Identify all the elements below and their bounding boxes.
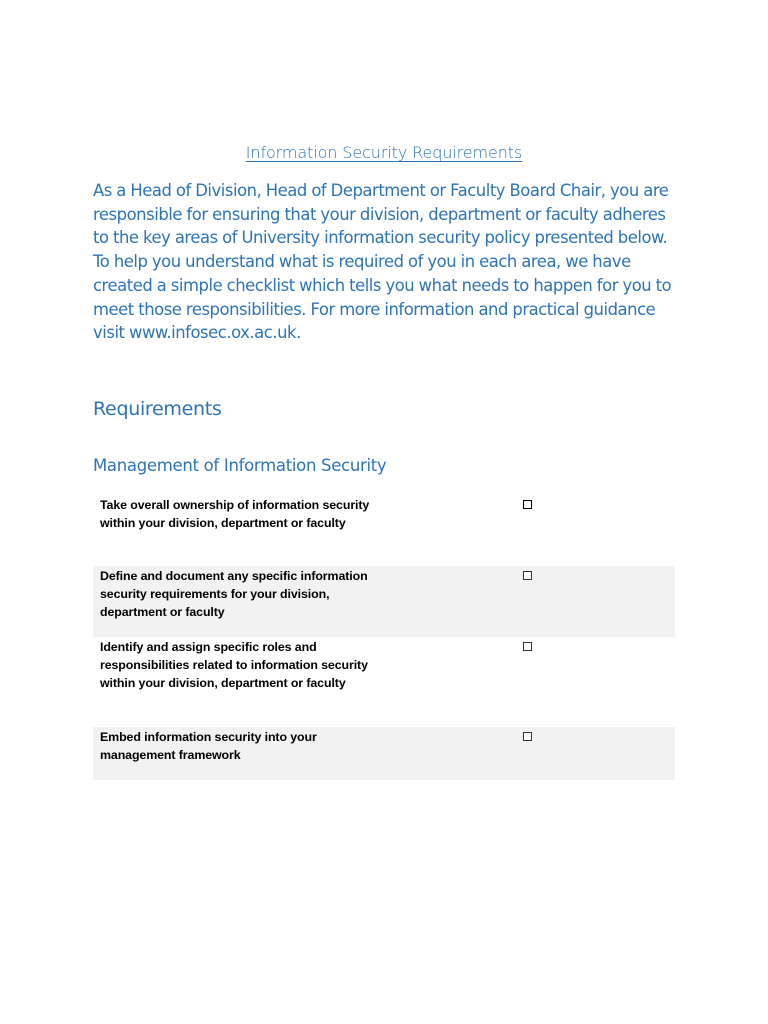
section-heading: Requirements (93, 398, 222, 420)
document-title: Information Security Requirements (245, 143, 523, 162)
checklist-item-text: Identify and assign specific roles and responsibilities related to information security within your division, department or faculty (100, 640, 368, 690)
checkbox-icon[interactable] (523, 571, 532, 580)
checklist-item-text: Take overall ownership of information security within your division, department or faculty (100, 498, 370, 530)
checkbox-icon[interactable] (523, 732, 532, 741)
checkbox-icon[interactable] (523, 500, 532, 509)
requirements-checklist (93, 495, 675, 780)
checklist-item-text: Define and document any specific information security requirements for your division, department or faculty (100, 569, 368, 619)
checklist-row (93, 495, 675, 566)
checklist-item-text: Embed information security into your management framework (100, 730, 317, 762)
checklist-row (93, 637, 675, 727)
checklist-row (93, 727, 675, 780)
intro-paragraph: As a Head of Division, Head of Department or Faculty Board Chair, you are responsible for ensuring that your division, department or faculty adheres to the key areas of University information security policy presented below. To help you understand what is required of you in each area, we have created a simple checklist which tells you what needs to happen for you to meet those responsibilities. For more information and practical guidance visit www.infosec.ox.ac.uk. (93, 181, 672, 343)
checkbox-icon[interactable] (523, 642, 532, 651)
subsection-heading: Management of Information Security (93, 456, 387, 475)
checklist-row (93, 566, 675, 637)
